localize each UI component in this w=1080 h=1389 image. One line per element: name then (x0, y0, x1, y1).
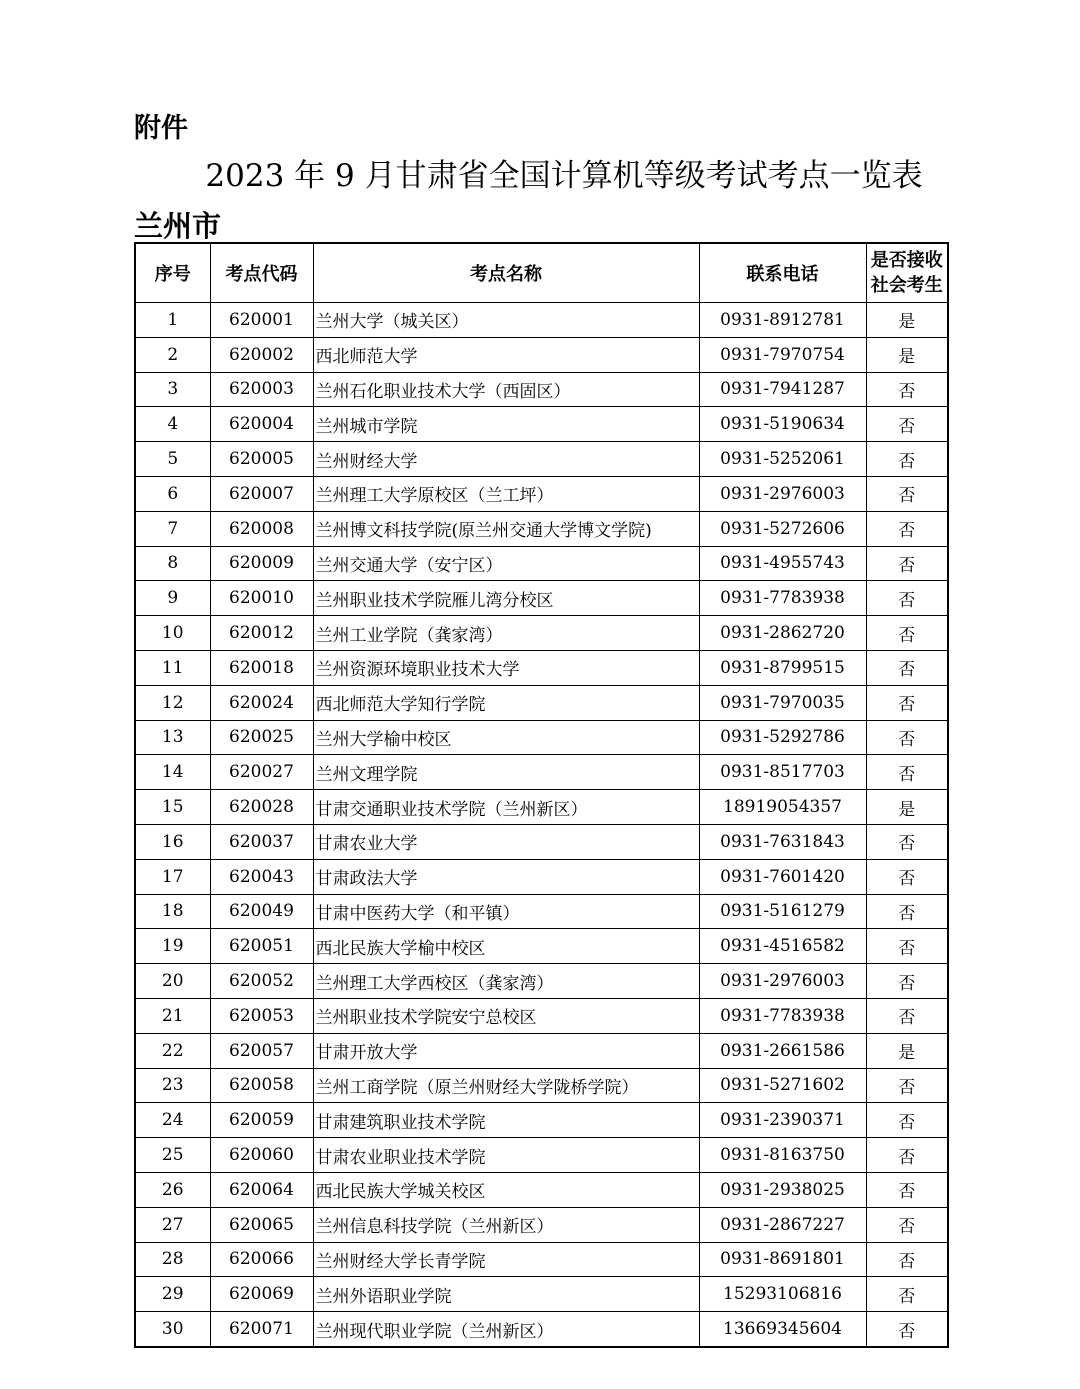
row-name: 甘肃建筑职业技术学院 (313, 1103, 699, 1138)
table-row (135, 1033, 948, 1068)
row-index: 30 (135, 1312, 210, 1347)
table-row (135, 616, 948, 651)
row-code: 620003 (210, 372, 313, 407)
row-accept: 否 (866, 929, 948, 964)
row-accept: 否 (866, 650, 948, 685)
table-row (135, 1103, 948, 1138)
row-index: 16 (135, 824, 210, 859)
table-row (135, 929, 948, 964)
row-phone: 0931-2390371 (699, 1103, 866, 1138)
row-code: 620009 (210, 546, 313, 581)
city-heading: 兰州市 (134, 209, 222, 243)
row-name: 西北民族大学城关校区 (313, 1172, 699, 1207)
header-accept: 是否接收社会考生 (866, 243, 948, 303)
row-index: 8 (135, 546, 210, 581)
row-accept: 是 (866, 337, 948, 372)
row-index: 10 (135, 616, 210, 651)
table-row (135, 1277, 948, 1312)
row-phone: 0931-5271602 (699, 1068, 866, 1103)
row-phone: 0931-8517703 (699, 755, 866, 790)
table-row (135, 685, 948, 720)
row-name: 兰州外语职业学院 (313, 1277, 699, 1312)
row-phone: 0931-5161279 (699, 894, 866, 929)
row-accept: 否 (866, 824, 948, 859)
row-code: 620037 (210, 824, 313, 859)
row-code: 620008 (210, 511, 313, 546)
row-accept: 否 (866, 1103, 948, 1138)
row-phone: 18919054357 (699, 790, 866, 825)
row-accept: 是 (866, 790, 948, 825)
row-accept: 否 (866, 720, 948, 755)
row-name: 西北民族大学榆中校区 (313, 929, 699, 964)
row-code: 620051 (210, 929, 313, 964)
row-accept: 否 (866, 581, 948, 616)
row-name: 兰州工商学院（原兰州财经大学陇桥学院） (313, 1068, 699, 1103)
row-phone: 0931-2976003 (699, 476, 866, 511)
table-row (135, 476, 948, 511)
row-phone: 0931-2867227 (699, 1207, 866, 1242)
table-row (135, 546, 948, 581)
row-index: 22 (135, 1033, 210, 1068)
row-accept: 否 (866, 1068, 948, 1103)
row-code: 620059 (210, 1103, 313, 1138)
row-phone: 0931-5292786 (699, 720, 866, 755)
table-row (135, 1312, 948, 1347)
row-code: 620007 (210, 476, 313, 511)
table-row (135, 824, 948, 859)
row-code: 620001 (210, 303, 313, 338)
row-name: 兰州财经大学 (313, 442, 699, 477)
row-name: 兰州理工大学西校区（龚家湾） (313, 964, 699, 999)
table-row (135, 894, 948, 929)
row-index: 15 (135, 790, 210, 825)
row-name: 兰州大学榆中校区 (313, 720, 699, 755)
row-code: 620005 (210, 442, 313, 477)
row-index: 23 (135, 1068, 210, 1103)
row-accept: 否 (866, 476, 948, 511)
row-phone: 0931-2862720 (699, 616, 866, 651)
row-index: 28 (135, 1242, 210, 1277)
row-code: 620025 (210, 720, 313, 755)
row-code: 620060 (210, 1138, 313, 1173)
row-code: 620064 (210, 1172, 313, 1207)
row-name: 兰州城市学院 (313, 407, 699, 442)
row-accept: 否 (866, 998, 948, 1033)
row-code: 620010 (210, 581, 313, 616)
row-index: 14 (135, 755, 210, 790)
row-name: 甘肃开放大学 (313, 1033, 699, 1068)
row-name: 兰州职业技术学院安宁总校区 (313, 998, 699, 1033)
row-name: 兰州财经大学长青学院 (313, 1242, 699, 1277)
row-name: 兰州交通大学（安宁区） (313, 546, 699, 581)
table-row (135, 303, 948, 338)
row-accept: 否 (866, 1207, 948, 1242)
page-title: 2023 年 9 月甘肃省全国计算机等级考试考点一览表 (205, 158, 923, 194)
row-accept: 否 (866, 442, 948, 477)
header-index: 序号 (135, 243, 210, 303)
row-name: 兰州博文科技学院(原兰州交通大学博文学院) (313, 511, 699, 546)
row-code: 620053 (210, 998, 313, 1033)
table-row (135, 1172, 948, 1207)
table-row (135, 859, 948, 894)
row-index: 20 (135, 964, 210, 999)
row-code: 620058 (210, 1068, 313, 1103)
row-name: 兰州工业学院（龚家湾） (313, 616, 699, 651)
row-phone: 0931-7631843 (699, 824, 866, 859)
row-phone: 0931-5272606 (699, 511, 866, 546)
row-index: 4 (135, 407, 210, 442)
row-code: 620066 (210, 1242, 313, 1277)
row-code: 620012 (210, 616, 313, 651)
table-row (135, 650, 948, 685)
table-header-row (135, 243, 948, 303)
row-phone: 0931-4516582 (699, 929, 866, 964)
table-row (135, 790, 948, 825)
table-row (135, 511, 948, 546)
row-phone: 13669345604 (699, 1312, 866, 1347)
row-index: 29 (135, 1277, 210, 1312)
row-index: 24 (135, 1103, 210, 1138)
row-phone: 0931-2976003 (699, 964, 866, 999)
row-code: 620065 (210, 1207, 313, 1242)
row-index: 3 (135, 372, 210, 407)
row-index: 1 (135, 303, 210, 338)
row-accept: 是 (866, 303, 948, 338)
row-accept: 否 (866, 407, 948, 442)
row-accept: 否 (866, 616, 948, 651)
row-phone: 0931-5190634 (699, 407, 866, 442)
table-row (135, 1242, 948, 1277)
row-phone: 15293106816 (699, 1277, 866, 1312)
row-code: 620018 (210, 650, 313, 685)
row-code: 620027 (210, 755, 313, 790)
row-name: 兰州大学（城关区） (313, 303, 699, 338)
row-index: 2 (135, 337, 210, 372)
row-phone: 0931-4955743 (699, 546, 866, 581)
row-phone: 0931-5252061 (699, 442, 866, 477)
row-code: 620028 (210, 790, 313, 825)
row-name: 兰州文理学院 (313, 755, 699, 790)
attachment-label: 附件 (134, 113, 188, 144)
row-index: 17 (135, 859, 210, 894)
table-row (135, 372, 948, 407)
header-code: 考点代码 (210, 243, 313, 303)
row-index: 26 (135, 1172, 210, 1207)
row-phone: 0931-7601420 (699, 859, 866, 894)
row-name: 西北师范大学知行学院 (313, 685, 699, 720)
row-accept: 否 (866, 1277, 948, 1312)
row-code: 620049 (210, 894, 313, 929)
row-name: 兰州现代职业学院（兰州新区） (313, 1312, 699, 1347)
table-row (135, 720, 948, 755)
row-accept: 否 (866, 859, 948, 894)
row-accept: 否 (866, 511, 948, 546)
table-row (135, 581, 948, 616)
row-phone: 0931-8799515 (699, 650, 866, 685)
row-phone: 0931-2938025 (699, 1172, 866, 1207)
row-index: 27 (135, 1207, 210, 1242)
row-phone: 0931-7783938 (699, 998, 866, 1033)
row-accept: 否 (866, 1138, 948, 1173)
row-accept: 否 (866, 685, 948, 720)
row-code: 620002 (210, 337, 313, 372)
row-code: 620004 (210, 407, 313, 442)
row-phone: 0931-8163750 (699, 1138, 866, 1173)
row-accept: 否 (866, 894, 948, 929)
row-phone: 0931-7941287 (699, 372, 866, 407)
table-row (135, 337, 948, 372)
table-row (135, 1207, 948, 1242)
row-accept: 否 (866, 546, 948, 581)
exam-site-table (134, 242, 949, 1348)
table-row (135, 998, 948, 1033)
table-row (135, 442, 948, 477)
row-accept: 是 (866, 1033, 948, 1068)
row-phone: 0931-7970035 (699, 685, 866, 720)
row-index: 19 (135, 929, 210, 964)
header-phone: 联系电话 (699, 243, 866, 303)
table-row (135, 1138, 948, 1173)
row-name: 兰州石化职业技术大学（西固区） (313, 372, 699, 407)
row-index: 11 (135, 650, 210, 685)
row-accept: 否 (866, 755, 948, 790)
row-phone: 0931-8912781 (699, 303, 866, 338)
row-index: 18 (135, 894, 210, 929)
row-name: 兰州职业技术学院雁儿湾分校区 (313, 581, 699, 616)
row-accept: 否 (866, 372, 948, 407)
row-code: 620069 (210, 1277, 313, 1312)
row-index: 12 (135, 685, 210, 720)
table-row (135, 407, 948, 442)
row-index: 9 (135, 581, 210, 616)
row-name: 甘肃中医药大学（和平镇） (313, 894, 699, 929)
row-index: 13 (135, 720, 210, 755)
row-name: 兰州信息科技学院（兰州新区） (313, 1207, 699, 1242)
row-accept: 否 (866, 1312, 948, 1347)
row-phone: 0931-7783938 (699, 581, 866, 616)
row-code: 620071 (210, 1312, 313, 1347)
row-phone: 0931-8691801 (699, 1242, 866, 1277)
row-code: 620052 (210, 964, 313, 999)
header-name: 考点名称 (313, 243, 699, 303)
table-row (135, 1068, 948, 1103)
row-code: 620057 (210, 1033, 313, 1068)
row-accept: 否 (866, 1172, 948, 1207)
row-code: 620024 (210, 685, 313, 720)
row-accept: 否 (866, 1242, 948, 1277)
row-index: 6 (135, 476, 210, 511)
row-name: 西北师范大学 (313, 337, 699, 372)
row-index: 21 (135, 998, 210, 1033)
row-accept: 否 (866, 964, 948, 999)
row-name: 兰州理工大学原校区（兰工坪） (313, 476, 699, 511)
row-phone: 0931-7970754 (699, 337, 866, 372)
row-name: 甘肃农业职业技术学院 (313, 1138, 699, 1173)
table-row (135, 755, 948, 790)
table-row (135, 964, 948, 999)
row-phone: 0931-2661586 (699, 1033, 866, 1068)
row-name: 兰州资源环境职业技术大学 (313, 650, 699, 685)
row-index: 5 (135, 442, 210, 477)
row-name: 甘肃交通职业技术学院（兰州新区） (313, 790, 699, 825)
row-name: 甘肃农业大学 (313, 824, 699, 859)
row-index: 7 (135, 511, 210, 546)
row-name: 甘肃政法大学 (313, 859, 699, 894)
row-code: 620043 (210, 859, 313, 894)
table-body (135, 303, 948, 1347)
row-index: 25 (135, 1138, 210, 1173)
